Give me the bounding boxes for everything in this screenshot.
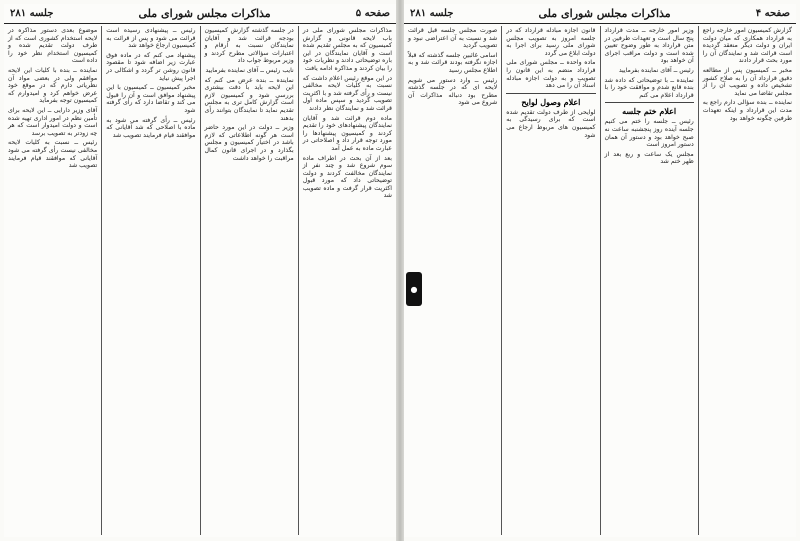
right-page-columns [404,26,796,535]
paragraph: ماده واحده ــ مجلس شورای ملی قرارداد منضم به این قانون را تصویب و به دولت اجازه مبادله اسناد آن را می دهد [506,59,596,90]
paragraph: ماده دوم قرائت شد و آقایان نمایندگان پیشنهادهای خود را تقدیم کردند و کمیسیون پیشنهادها را مورد توجه قرار داد و اصلاحاتی در عبارت ماده به عمل آمد [302,114,392,152]
paragraph: موضوع بعدی دستور مذاکره در لایحه استخدام کشوری است که از طرف دولت تقدیم شده و کمیسیون استخدام نظر خود را داده است [8,27,98,65]
right-column-2 [600,26,698,535]
page-stamp: ● [406,272,422,306]
paragraph: آقای وزیر دارایی ــ این لایحه برای تأمین نظم در امور اداری تهیه شده است و دولت امیدوار است که هر چه زودتر به تصویب برسد [8,106,98,137]
right-header-page-number: صفحه ۴ [755,8,790,19]
paragraph: در این موقع رئیس اعلام داشت که نسبت به کلیات لایحه مخالفی نیست و رأی گرفته شد و با اکثریت تصویب گردید و سپس ماده اول قرائت شد و نمایندگان نظر دادند [302,74,392,112]
paragraph: مجلس یک ساعت و ربع بعد از ظهر ختم شد [604,150,694,166]
left-header-page-number: صفحه ۵ [355,8,390,19]
section-heading: اعلام وصول لوایح [521,96,581,107]
paragraph: رئیس ــ رأی گرفته می شود به ماده با اصلاحی که شد آقایانی که موافقند قیام فرمایند تصویب شد [106,116,196,139]
right-column-1 [698,26,796,535]
paragraph: رئیس ــ آقای نماینده بفرمایید [618,66,694,74]
paragraph: لوایحی از طرف دولت تقدیم شده است که برای رسیدگی به کمیسیون های مربوط ارجاع می شود [506,108,596,139]
left-page-columns [4,26,396,535]
left-page [4,4,396,537]
left-column-2 [200,26,298,535]
paragraph: پیشنهاد می کنم که در ماده فوق عبارت زیر اضافه شود تا مقصود قانون روشن تر گردد و اشکالی در اجرا پیش نیاید [106,51,196,82]
left-page-header [4,4,396,24]
paragraph: بعد از آن بحث در اطراف ماده سوم شروع شد و چند نفر از نمایندگان مخالفت کردند و دولت توضیحاتی داد که مورد قبول اکثریت قرار گرفت و ماده تصویب شد [302,154,392,200]
left-header-title: مذاکرات مجلس شورای ملی [138,7,271,20]
paragraph: رئیس ــ وارد دستور می شویم لایحه ای که در جلسه گذشته مطرح بود دنباله مذاکرات آن شروع می شود [408,76,498,107]
right-page [404,4,796,537]
section-heading: اعلام ختم جلسه [622,106,677,117]
paragraph: رئیس ــ پیشنهادی رسیده است قرائت می شود و پس از قرائت به کمیسیون ارجاع خواهد شد [106,27,196,50]
left-column-1 [298,26,396,535]
right-header-title: مذاکرات مجلس شورای ملی [538,7,671,20]
left-column-4 [4,26,101,535]
paragraph: مذاکرات مجلس شورای ملی در باب لایحه قانونی و گزارش کمیسیون که به مجلس تقدیم شده است و آقایان نمایندگان در این باره توضیحاتی دادند و نظریات خود را بیان کردند و مذاکره ادامه یافت [302,27,392,72]
section-rule [506,93,595,94]
paragraph: نماینده ــ با توضیحاتی که داده شد بنده قانع شدم و موافقت خود را با قرارداد اعلام می کنم [604,76,694,99]
book-gutter [396,0,404,541]
paragraph: گزارش کمیسیون امور خارجه راجع به قرارداد همکاری که میان دولت ایران و دولت دیگر منعقد گردیده است قرائت شد و نمایندگان آن را مورد بحث قرار دادند [702,27,792,65]
paragraph: مخبر کمیسیون ــ کمیسیون با این پیشنهاد موافق است و آن را قبول می کند و تقاضا دارد که رأی گرفته شود [106,84,196,114]
paragraph: نماینده ــ بنده سؤالی دارم راجع به مدت این قرارداد و اینکه تعهدات طرفین چگونه خواهد بود [702,99,792,122]
paragraph: رئیس ــ نسبت به کلیات لایحه مخالفی نیست رأی گرفته می شود آقایانی که موافقند قیام فرمایند تصویب شد [8,139,98,170]
paragraph: نماینده ــ بنده عرض می کنم که این لایحه باید با دقت بیشتری بررسی شود و کمیسیون لازم است گزارش کامل تری به مجلس تقدیم نماید تا نمایندگان بتوانند رأی بدهند [204,76,294,122]
right-header-session: جلسه ۲۸۱ [410,8,454,19]
right-page-header [404,4,796,24]
section-rule [605,102,694,103]
right-column-3 [501,26,599,535]
paragraph: نماینده ــ بنده با کلیات این لایحه موافقم ولی در بعضی مواد آن نظریاتی دارم که در موقع خود عرض خواهم کرد و امیدوارم که کمیسیون توجه بفرماید [8,66,98,105]
paragraph: وزیر امور خارجه ــ مدت قرارداد پنج سال است و تعهدات طرفین در متن قرارداد به طور وضوح تعیین شده است و دولت مراقب اجرای آن خواهد بود [604,27,694,65]
paragraph: در جلسه گذشته گزارش کمیسیون بودجه قرائت شد و آقایان نمایندگان نسبت به ارقام و اعتبارات سؤالاتی مطرح کردند و وزیر مربوط جواب داد [204,27,294,65]
paragraph: نایب رئیس ــ آقای نماینده بفرمایید [205,66,294,74]
paragraph: مخبر ــ کمیسیون پس از مطالعه دقیق قرارداد آن را به صلاح کشور تشخیص داده و تصویب آن را از مجلس تقاضا می نماید [702,66,792,97]
left-header-session: جلسه ۲۸۱ [10,8,54,19]
paragraph: صورت مجلس جلسه قبل قرائت شد و نسبت به آن اعتراضی نبود و تصویب گردید [408,27,498,50]
paragraph: اسامی غائبین جلسه گذشته که قبلاً اجازه نگرفته بودند قرائت شد و به اطلاع مجلس رسید [408,51,498,74]
paragraph: وزیر ــ دولت در این مورد حاضر است هر گونه اطلاعاتی که لازم باشد در اختیار کمیسیون و مجلس بگذارد و در اجرای قانون کمال مراقبت را خواهد داشت [204,124,294,162]
paragraph: رئیس ــ جلسه را ختم می کنیم جلسه آینده روز پنجشنبه ساعت نه صبح خواهد بود و دستور آن همان دستور امروز است [604,118,694,149]
paragraph: قانون اجازه مبادله قرارداد که در جلسه امروز به تصویب مجلس شورای ملی رسید برای اجرا به دولت ابلاغ می گردد [506,27,596,57]
left-column-3 [101,26,199,535]
